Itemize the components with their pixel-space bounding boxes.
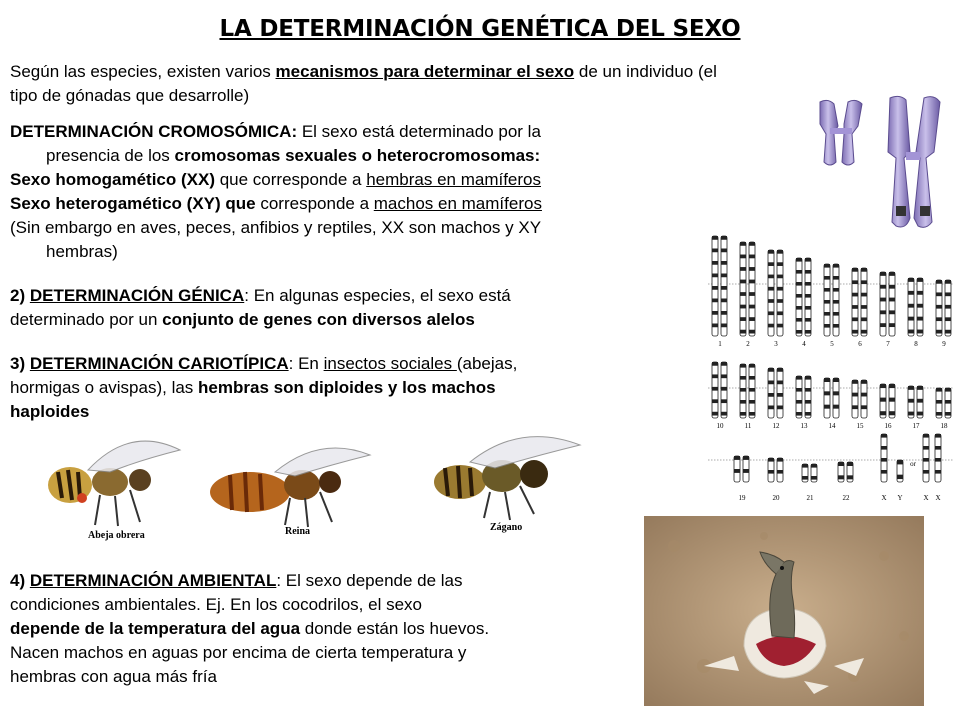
- section-cromosomica: [10, 120, 685, 264]
- karyotype-chromosome: [824, 264, 830, 336]
- karyotype-number: 21: [806, 494, 814, 502]
- karyotype-chromosome: [852, 268, 858, 336]
- karyotype-number: 8: [914, 340, 918, 348]
- ambiental-l2: condiciones ambientales. Ej. En los cocodrilos, el sexo: [10, 595, 422, 614]
- karyotype-chromosome: [796, 376, 802, 418]
- karyotype-chromosome: [805, 376, 811, 418]
- karyotype-chromosome: [777, 458, 783, 482]
- karyotype-chromosome: [712, 362, 718, 418]
- karyotype-chromosome: [880, 384, 886, 418]
- karyotype-chromosome: [861, 380, 867, 418]
- intro-emphasis: mecanismos para determinar el sexo: [275, 62, 575, 81]
- karyotype-chromosome: [852, 380, 858, 418]
- karyotype-chromosome: [777, 368, 783, 418]
- karyotype-chromosome: [768, 250, 774, 336]
- karyotype-chromosome: [908, 278, 914, 336]
- karyotype-number: 5: [830, 340, 834, 348]
- karyotype-number: 12: [772, 422, 780, 430]
- karyotype-number: 15: [856, 422, 864, 430]
- cariotipica-l2-bold: hembras son diploides y los machos: [198, 378, 496, 397]
- cariotipica-l1: : En: [288, 354, 324, 373]
- genica-heading: DETERMINACIÓN GÉNICA: [29, 286, 245, 305]
- karyotype-number: 3: [774, 340, 778, 348]
- karyotype-or-label: or: [910, 460, 916, 468]
- karyotype-number: 11: [744, 422, 752, 430]
- cariotipica-l1-ul: insectos sociales: [323, 354, 457, 373]
- karyotype-number: 4: [802, 340, 806, 348]
- intro-text-1: Según las especies, existen varios: [10, 62, 276, 81]
- karyotype-number: 1: [718, 340, 722, 348]
- y-chromosome: [820, 100, 862, 165]
- cromosomica-l3-ul: hembras en mamíferos: [366, 170, 541, 189]
- cromosomica-l2: presencia de los: [46, 146, 175, 165]
- karyotype-chromosome: [908, 386, 914, 418]
- karyotype-chromosome: [881, 434, 887, 482]
- genica-l2-bold: conjunto de genes con diversos alelos: [162, 310, 475, 329]
- ambiental-l1: : El sexo depende de las: [276, 571, 463, 590]
- karyotype-chromosome: [768, 368, 774, 418]
- karyotype-chromosome: [796, 258, 802, 336]
- ambiental-l5: hembras con agua más fría: [10, 667, 217, 686]
- karyotype-chromosome: [824, 378, 830, 418]
- queen-bee: [210, 448, 370, 527]
- karyotype-chromosome: [833, 378, 839, 418]
- karyotype-chromosome: [889, 272, 895, 336]
- cromosomica-l2-bold: cromosomas sexuales o heterocromosomas:: [174, 146, 541, 165]
- intro-paragraph: [10, 60, 910, 108]
- drone-bee: [434, 437, 580, 520]
- karyotype-number: 17: [912, 422, 920, 430]
- karyotype-chromosome: [936, 388, 942, 418]
- karyotype-chromosome: [923, 434, 929, 482]
- karyotype-chromosome: [847, 462, 853, 482]
- worker-bee: [48, 441, 180, 526]
- queen-bee-label: Reina: [285, 526, 310, 537]
- cromosomica-l5: (Sin embargo en aves, peces, anfibios y reptiles, XX son machos y XY: [10, 218, 542, 237]
- karyotype-chromosome: [945, 388, 951, 418]
- cariotipica-num: 3): [10, 354, 30, 373]
- karyotype-number: 19: [738, 494, 746, 502]
- karyotype-chromosome: [838, 462, 844, 482]
- karyotype-chromosome: [721, 236, 727, 336]
- genica-num: 2): [10, 286, 30, 305]
- cromosomica-l4-ul: machos en mamíferos: [373, 194, 542, 213]
- ambiental-num: 4): [10, 571, 30, 590]
- karyotype-chromosome: [936, 280, 942, 336]
- cromosomica-l3-bold: Sexo homogamético (XX): [10, 170, 215, 189]
- karyotype-number: 16: [884, 422, 892, 430]
- ambiental-heading: DETERMINACIÓN AMBIENTAL: [29, 571, 277, 590]
- karyotype-chromosome: [917, 278, 923, 336]
- drone-bee-label: Zágano: [490, 522, 523, 533]
- genica-l1: : En algunas especies, el sexo está: [244, 286, 511, 305]
- karyotype-chromosome: [721, 362, 727, 418]
- karyotype-chromosome: [768, 458, 774, 482]
- intro-text-3: tipo de gónadas que desarrolle): [10, 86, 250, 105]
- karyotype-number: Y: [897, 494, 903, 502]
- section-ambiental: [10, 569, 630, 689]
- cromosomica-l3: que corresponde a: [214, 170, 367, 189]
- cromosomica-l6: hembras): [46, 242, 118, 261]
- cariotipica-l2: hormigas o avispas), las: [10, 378, 199, 397]
- karyotype-number: 20: [772, 494, 780, 502]
- ambiental-l3: donde están los huevos.: [300, 619, 490, 638]
- karyotype-chromosome: [805, 258, 811, 336]
- karyotype-chromosome: [734, 456, 740, 482]
- cromosomica-l1: El sexo está determinado por la: [297, 122, 541, 141]
- karyotype-chromosome: [889, 384, 895, 418]
- karyotype-chromosome: [811, 464, 817, 482]
- x-chromosome: [888, 96, 940, 227]
- karyotype-chromosome: [945, 280, 951, 336]
- karyotype-number: X: [935, 494, 941, 502]
- karyotype-chromosome: [749, 242, 755, 336]
- karyotype-chromosome: [935, 434, 941, 482]
- cariotipica-l3: haploides: [10, 402, 90, 421]
- xy-chromosomes-image: [808, 94, 948, 234]
- ambiental-l4: Nacen machos en aguas por encima de cierta temperatura y: [10, 643, 467, 662]
- karyotype-chromosome: [802, 464, 808, 482]
- genica-l2: determinado por un: [10, 310, 163, 329]
- karyotype-chromosome: [917, 386, 923, 418]
- cromosomica-heading: DETERMINACIÓN CROMOSÓMICA:: [10, 122, 298, 141]
- worker-bee-label: Abeja obrera: [88, 530, 145, 541]
- karyotype-image: [704, 228, 956, 508]
- crocodile-hatchling-photo: [644, 516, 924, 706]
- karyotype-number: X: [881, 494, 887, 502]
- karyotype-chromosome: [712, 236, 718, 336]
- karyotype-number: 10: [716, 422, 724, 430]
- page-title: LA DETERMINACIÓN GENÉTICA DEL SEXO: [219, 16, 741, 42]
- ambiental-l3-bold: depende de la temperatura del agua: [10, 619, 301, 638]
- karyotype-number: 18: [940, 422, 948, 430]
- karyotype-chromosome: [897, 460, 903, 482]
- bees-illustration: [40, 430, 600, 550]
- karyotype-number: 14: [828, 422, 836, 430]
- karyotype-number: 9: [942, 340, 946, 348]
- karyotype-chromosome: [833, 264, 839, 336]
- karyotype-chromosome: [740, 242, 746, 336]
- karyotype-chromosome: [740, 364, 746, 418]
- karyotype-number: 22: [842, 494, 850, 502]
- karyotype-number: 13: [800, 422, 808, 430]
- karyotype-chromosome: [861, 268, 867, 336]
- karyotype-number: 7: [886, 340, 890, 348]
- cariotipica-heading: DETERMINACIÓN CARIOTÍPICA: [29, 354, 289, 373]
- section-genica: [10, 284, 670, 332]
- karyotype-chromosome: [743, 456, 749, 482]
- karyotype-number: 2: [746, 340, 750, 348]
- cariotipica-l1b: (abejas,: [456, 354, 518, 373]
- intro-text-2: de un individuo (el: [574, 62, 717, 81]
- karyotype-number: X: [923, 494, 929, 502]
- karyotype-number: 6: [858, 340, 862, 348]
- section-cariotipica: [10, 352, 660, 424]
- karyotype-chromosome: [777, 250, 783, 336]
- cromosomica-l4: corresponde a: [255, 194, 374, 213]
- karyotype-chromosome: [749, 364, 755, 418]
- karyotype-chromosome: [880, 272, 886, 336]
- cromosomica-l4-bold: Sexo heterogamético (XY) que: [10, 194, 256, 213]
